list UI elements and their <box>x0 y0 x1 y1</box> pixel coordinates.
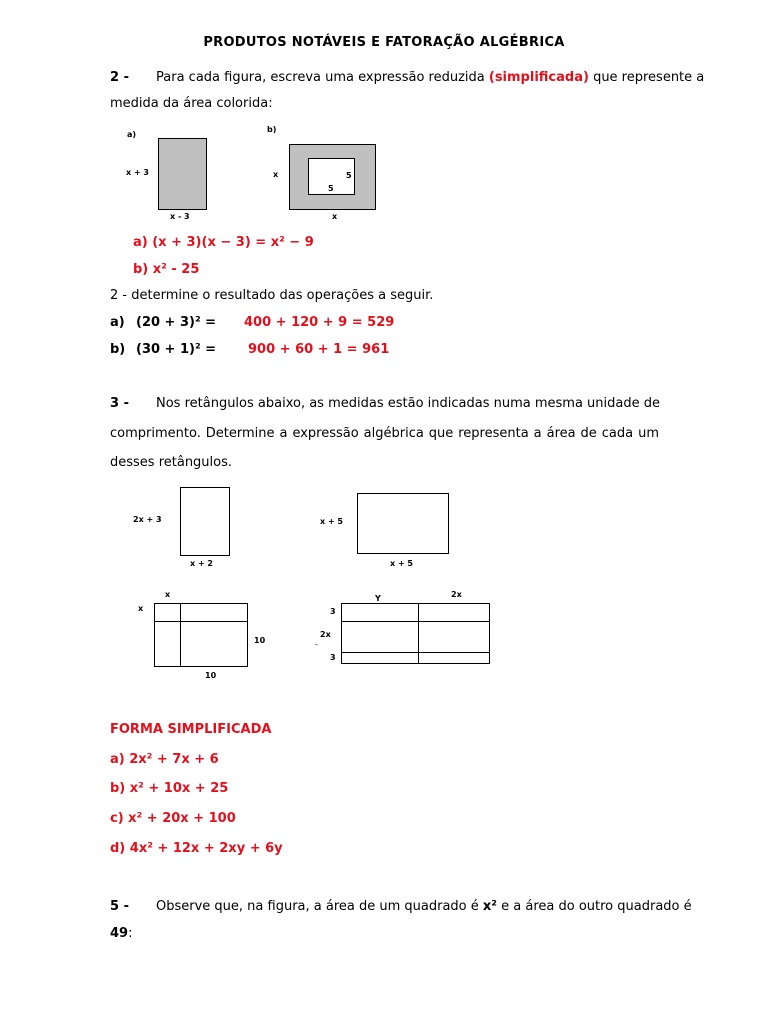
q2-answer-b: b) x² - 25 <box>133 262 200 277</box>
q2-highlight: (simplificada) <box>488 70 589 85</box>
q5-line2 <box>110 926 132 942</box>
r2-bottom-label: x + 5 <box>390 559 413 568</box>
r3-left-label: x <box>138 604 144 613</box>
r4-bottom-divider <box>341 652 490 653</box>
fig-b-inner-bottom-label: 5 <box>328 184 334 193</box>
r3-rectangle <box>154 603 248 667</box>
q5-colon: : <box>128 926 133 941</box>
fig-a-tag: a) <box>127 130 137 139</box>
r1-side-label: 2x + 3 <box>133 515 162 524</box>
q2-number: 2 - <box>110 70 129 85</box>
fig-b-bottom-label: x <box>332 212 338 221</box>
r4-dash-mark: - <box>315 640 318 649</box>
fig-b-inner-side-label: 5 <box>346 171 352 180</box>
q2-line1 <box>156 70 705 86</box>
q2-answer-a: a) (x + 3)(x − 3) = x² − 9 <box>133 235 314 250</box>
r3-right-label: 10 <box>254 636 266 645</box>
fig-a-side-label: x + 3 <box>126 168 149 177</box>
r3-vertical-divider <box>180 603 181 667</box>
r4-left-label-3: 3 <box>330 653 336 662</box>
q5-x-squared: x² <box>482 899 497 914</box>
q5-line1-post: e a área do outro quadrado é <box>501 899 692 914</box>
r3-bottom-label: 10 <box>205 671 217 680</box>
q3-line3: desses retângulos. <box>110 455 233 470</box>
page-title: PRODUTOS NOTÁVEIS E FATORAÇÃO ALGÉBRICA <box>203 35 565 50</box>
forma-item-a: a) 2x² + 7x + 6 <box>110 752 219 767</box>
q5-number: 5 - <box>110 899 129 914</box>
forma-item-b: b) x² + 10x + 25 <box>110 781 229 796</box>
q2b-b-label: b) <box>110 342 126 357</box>
q3-line1: Nos retângulos abaixo, as medidas estão indicadas numa mesma unidade de <box>156 396 660 411</box>
r4-rectangle <box>341 603 490 664</box>
fig-b-side-label: x <box>273 170 279 179</box>
q2b-prompt: 2 - determine o resultado das operações a seguir. <box>110 288 434 303</box>
q2-line1-post: que represente a <box>593 70 705 85</box>
forma-heading: FORMA SIMPLIFICADA <box>110 722 272 737</box>
q2-line1-pre: Para cada figura, escreva uma expressão reduzida <box>156 70 485 85</box>
r4-top-2x-label: 2x <box>451 590 462 599</box>
q5-line1 <box>156 899 692 915</box>
r1-bottom-label: x + 2 <box>190 559 213 568</box>
r1-rectangle <box>180 487 230 556</box>
r4-left-label-2: 2x <box>320 630 331 639</box>
r2-square <box>357 493 449 554</box>
fig-b-tag: b) <box>267 125 277 134</box>
r3-top-label: x <box>165 590 171 599</box>
q3-number: 3 - <box>110 396 129 411</box>
r4-top-divider <box>341 621 490 622</box>
fig-a-rectangle <box>158 138 207 210</box>
q5-area-value: 49 <box>110 926 129 941</box>
q5-line1-pre: Observe que, na figura, a área de um quadrado é <box>156 899 479 914</box>
fig-a-bottom-label: x - 3 <box>170 212 190 221</box>
q2-line2: medida da área colorida: <box>110 96 273 111</box>
r4-left-label-1: 3 <box>330 607 336 616</box>
r4-vertical-divider <box>418 603 419 664</box>
q2b-a-result: 400 + 120 + 9 = 529 <box>244 315 395 330</box>
r4-top-y-label: Y <box>375 594 381 603</box>
q2b-a-label: a) <box>110 315 125 330</box>
r3-horizontal-divider <box>154 621 248 622</box>
q2b-a-expression: (20 + 3)² = <box>136 315 217 330</box>
r2-side-label: x + 5 <box>320 517 343 526</box>
q3-line2: comprimento. Determine a expressão algébrica que representa a área de cada um <box>110 426 659 441</box>
forma-item-c: c) x² + 20x + 100 <box>110 811 236 826</box>
q2b-b-expression: (30 + 1)² = <box>136 342 217 357</box>
q2b-b-result: 900 + 60 + 1 = 961 <box>248 342 390 357</box>
forma-item-d: d) 4x² + 12x + 2xy + 6y <box>110 841 283 856</box>
